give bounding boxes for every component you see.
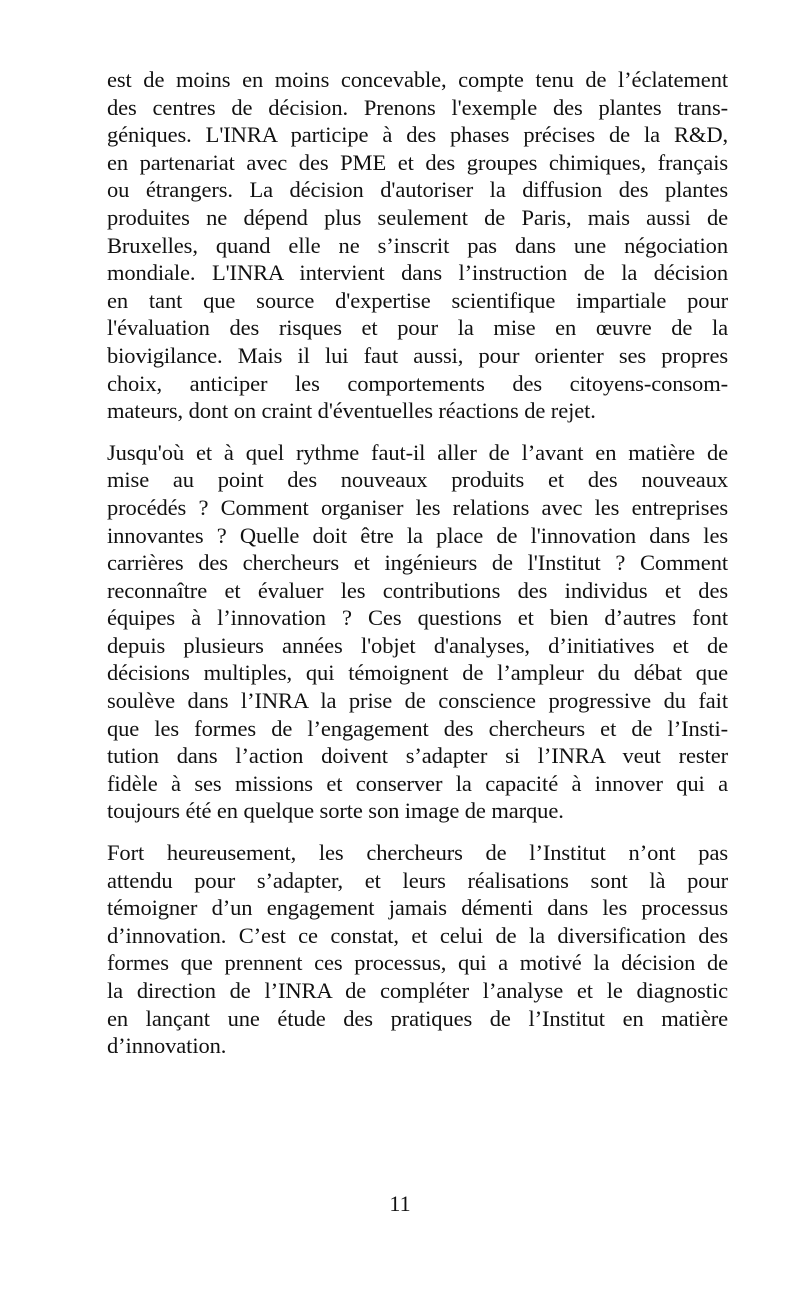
page-body <box>107 66 728 1074</box>
text-line: attendu pour s’adapter, et leurs réalisations sont là pour <box>107 867 728 893</box>
text-line: décisions multiples, qui témoignent de l’ampleur du débat que <box>107 660 728 686</box>
text-line: choix, anticiper les comportements des citoyens-consom- <box>107 370 728 396</box>
text-line: formes que prennent ces processus, qui a motivé la décision de <box>107 950 728 976</box>
text-line: innovantes ? Quelle doit être la place de l'innovation dans les <box>107 522 728 548</box>
text-line: équipes à l’innovation ? Ces questions et bien d’autres font <box>107 605 728 631</box>
text-line: ou étrangers. La décision d'autoriser la diffusion des plantes <box>107 177 728 203</box>
text-line: témoigner d’un engagement jamais démenti dans les processus <box>107 895 728 921</box>
paragraph-2 <box>107 439 728 825</box>
text-line: fidèle à ses missions et conserver la capacité à innover qui a <box>107 770 728 796</box>
page-number: 11 <box>389 1191 411 1216</box>
text-line: des centres de décision. Prenons l'exemple des plantes trans- <box>107 94 728 120</box>
text-line: d’innovation. <box>107 1033 227 1059</box>
text-line: carrières des chercheurs et ingénieurs de l'Institut ? Comment <box>107 550 728 576</box>
text-line: d’innovation. C’est ce constat, et celui de la diversification des <box>107 922 728 948</box>
text-line: est de moins en moins concevable, compte tenu de l’éclatement <box>107 67 728 92</box>
text-line: soulève dans l’INRA la prise de conscience progressive du fait <box>107 688 728 714</box>
text-line: reconnaître et évaluer les contributions des individus et des <box>107 577 728 603</box>
text-line: en lançant une étude des pratiques de l’Institut en matière <box>107 1005 728 1031</box>
text-line: mateurs, dont on craint d'éventuelles réactions de rejet. <box>107 398 596 424</box>
text-line: procédés ? Comment organiser les relations avec les entreprises <box>107 494 728 520</box>
text-line: depuis plusieurs années l'objet d'analyses, d’initiatives et de <box>107 632 728 658</box>
paragraph-3 <box>107 839 728 1060</box>
text-line: mondiale. L'INRA intervient dans l’instruction de la décision <box>107 260 728 286</box>
text-line: Bruxelles, quand elle ne s’inscrit pas dans une négociation <box>107 232 728 258</box>
text-line: mise au point des nouveaux produits et des nouveaux <box>107 467 728 493</box>
text-line: la direction de l’INRA de compléter l’analyse et le diagnostic <box>107 978 728 1003</box>
text-line: Fort heureusement, les chercheurs de l’Institut n’ont pas <box>107 840 728 866</box>
text-line: Jusqu'où et à quel rythme faut-il aller de l’avant en matière de <box>107 439 728 465</box>
text-line: produites ne dépend plus seulement de Paris, mais aussi de <box>107 204 728 230</box>
text-line: biovigilance. Mais il lui faut aussi, pour orienter ses propres <box>107 342 728 368</box>
text-line: en partenariat avec des PME et des groupes chimiques, français <box>107 149 728 175</box>
text-line: en tant que source d'expertise scientifique impartiale pour <box>107 287 728 313</box>
text-line: l'évaluation des risques et pour la mise en œuvre de la <box>107 315 728 341</box>
text-line: toujours été en quelque sorte son image de marque. <box>107 798 564 824</box>
paragraph-1 <box>107 66 728 425</box>
text-line: que les formes de l’engagement des chercheurs et de l’Insti- <box>107 715 728 741</box>
text-line: géniques. L'INRA participe à des phases précises de la R&D, <box>107 122 728 148</box>
text-line: tution dans l’action doivent s’adapter si l’INRA veut rester <box>107 743 728 769</box>
